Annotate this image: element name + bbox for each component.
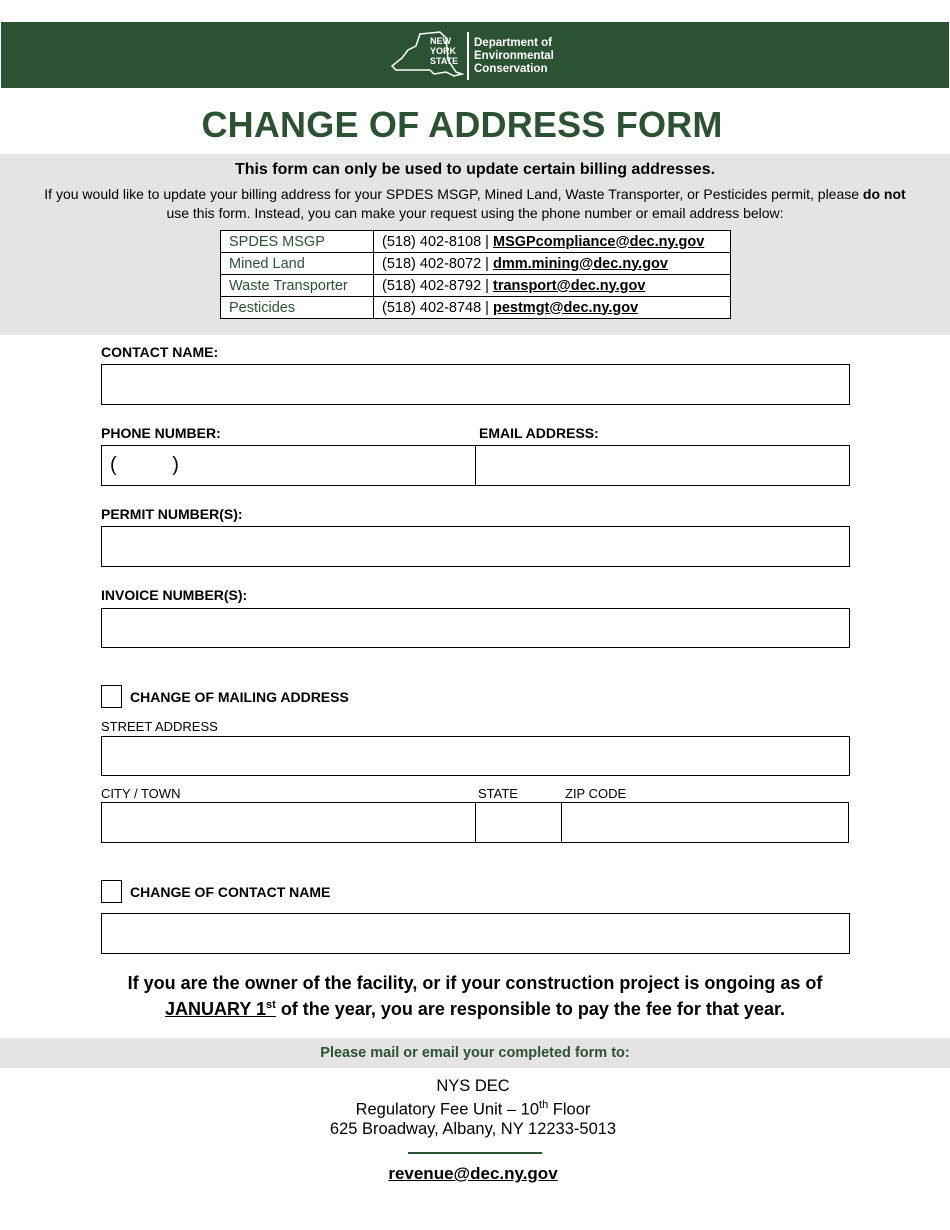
phone-label: PHONE NUMBER: bbox=[101, 425, 221, 441]
contact-category: Mined Land bbox=[221, 253, 374, 275]
logo-divider bbox=[467, 32, 469, 80]
contact-info: (518) 402-8792 | transport@dec.ny.gov bbox=[374, 275, 731, 297]
street-address-field[interactable] bbox=[101, 736, 850, 776]
nysdec-logo bbox=[390, 30, 565, 82]
notice-body: If you would like to update your billing address for your SPDES MSGP, Mined Land, Waste Transporter, or Pesticides permit, please do not use this form. Instead, you can make your request using the phone number or email address below: bbox=[44, 186, 906, 221]
zip-code-field[interactable] bbox=[561, 802, 849, 843]
mailing-address-checkbox[interactable] bbox=[101, 685, 122, 708]
mail-street-address: 625 Broadway, Albany, NY 12233-5013 bbox=[329, 1120, 617, 1138]
contact-category: Pesticides bbox=[221, 297, 374, 319]
contact-table bbox=[220, 230, 731, 319]
street-address-label: STREET ADDRESS bbox=[101, 719, 218, 734]
area-code-parentheses: ( ) bbox=[110, 454, 179, 476]
mail-organization: NYS DEC bbox=[436, 1077, 510, 1095]
city-field[interactable] bbox=[101, 802, 476, 843]
address-divider bbox=[408, 1152, 542, 1154]
invoice-number-field[interactable] bbox=[101, 608, 850, 648]
state-field[interactable] bbox=[475, 802, 562, 843]
contact-info: (518) 402-8072 | dmm.mining@dec.ny.gov bbox=[374, 253, 731, 275]
permit-number-label: PERMIT NUMBER(S): bbox=[101, 506, 243, 522]
invoice-number-label: INVOICE NUMBER(S): bbox=[101, 587, 248, 603]
contact-row bbox=[221, 231, 731, 253]
contact-email-link[interactable]: pestmgt@dec.ny.gov bbox=[492, 299, 639, 316]
city-label: CITY / TOWN bbox=[101, 786, 181, 801]
contact-row bbox=[221, 297, 731, 319]
phone-field[interactable] bbox=[101, 445, 476, 486]
state-label: STATE bbox=[478, 786, 518, 801]
contact-row bbox=[221, 253, 731, 275]
contact-email-link[interactable]: MSGPcompliance@dec.ny.gov bbox=[492, 233, 705, 250]
contact-row bbox=[221, 275, 731, 297]
contact-email-link[interactable]: dmm.mining@dec.ny.gov bbox=[492, 255, 668, 272]
email-label: EMAIL ADDRESS: bbox=[479, 425, 599, 441]
contact-email-link[interactable]: transport@dec.ny.gov bbox=[492, 277, 646, 294]
mail-unit: Regulatory Fee Unit – 10th Floor bbox=[355, 1099, 591, 1119]
contact-category: Waste Transporter bbox=[221, 275, 374, 297]
mail-instructions-label: Please mail or email your completed form to: bbox=[320, 1045, 630, 1061]
owner-fee-notice: If you are the owner of the facility, or if your construction project is ongoing as of JANUARY 1st of the year, you are responsible to pay the fee for that year. bbox=[127, 973, 823, 1019]
zip-label: ZIP CODE bbox=[565, 786, 627, 801]
contact-info: (518) 402-8748 | pestmgt@dec.ny.gov bbox=[374, 297, 731, 319]
contact-name-checkbox[interactable] bbox=[101, 880, 122, 903]
contact-name-label: CONTACT NAME: bbox=[101, 344, 219, 360]
notice-headline: This form can only be used to update certain billing addresses. bbox=[234, 161, 716, 178]
email-field[interactable] bbox=[475, 445, 850, 486]
contact-info: (518) 402-8108 | MSGPcompliance@dec.ny.gov bbox=[374, 231, 731, 253]
contact-category: SPDES MSGP bbox=[221, 231, 374, 253]
revenue-email-link[interactable]: revenue@dec.ny.gov bbox=[388, 1164, 558, 1183]
form-title: CHANGE OF ADDRESS FORM bbox=[201, 104, 723, 145]
logo-state-text: NEW YORK STATE bbox=[430, 36, 459, 66]
permit-number-field[interactable] bbox=[101, 526, 850, 567]
contact-name-checkbox-label: CHANGE OF CONTACT NAME bbox=[130, 884, 331, 900]
department-name: Department of Environmental Conservation bbox=[474, 37, 554, 75]
new-contact-name-field[interactable] bbox=[101, 913, 850, 954]
contact-name-field[interactable] bbox=[101, 364, 850, 405]
mailing-address-checkbox-label: CHANGE OF MAILING ADDRESS bbox=[130, 689, 349, 705]
